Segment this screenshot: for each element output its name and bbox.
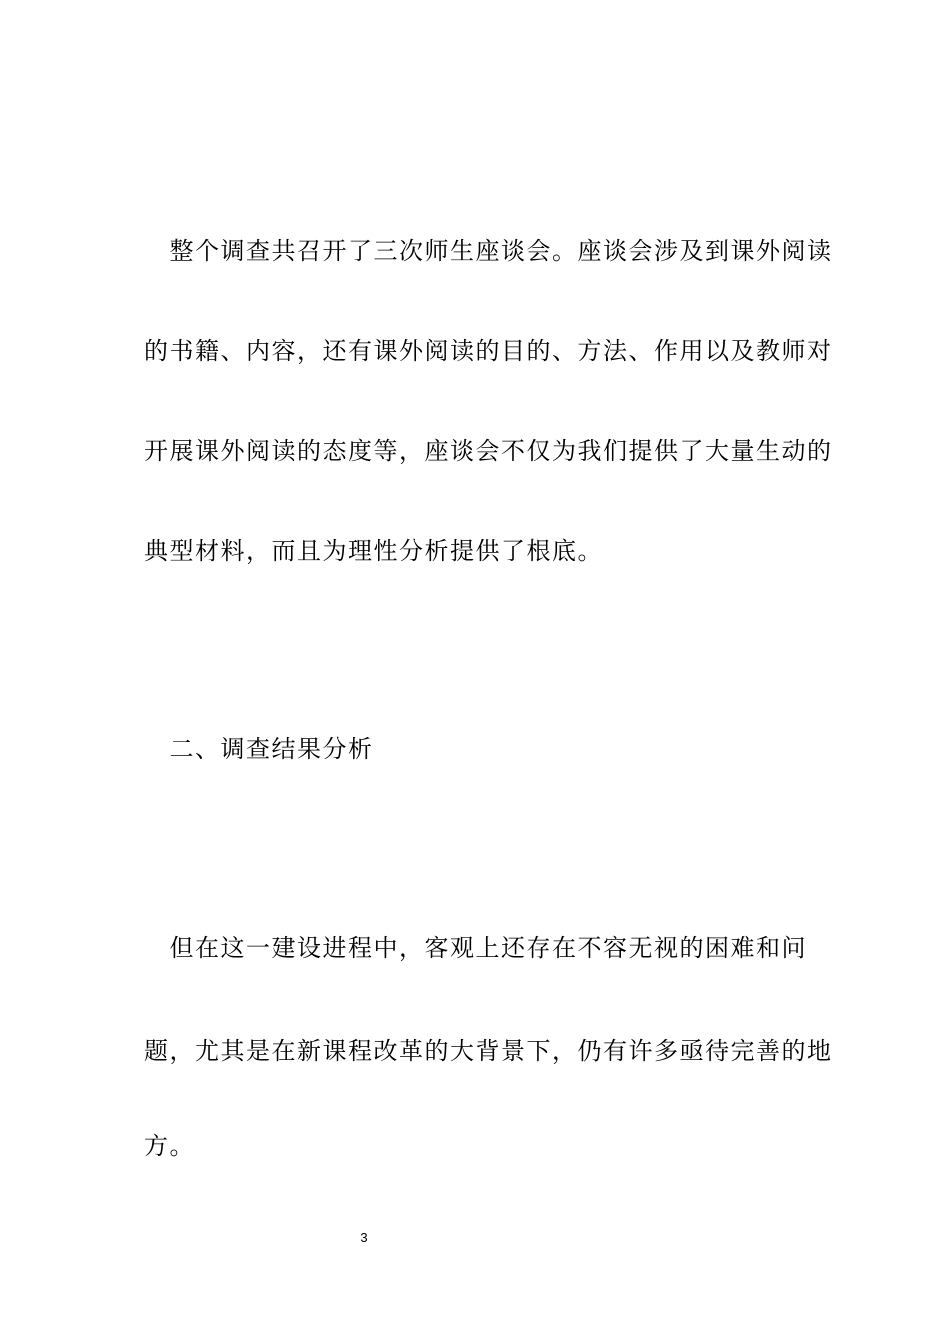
section-heading: 二、调查结果分析	[144, 735, 374, 763]
paragraph-2-line-2: 题，尤其是在新课程改革的大背景下，仍有许多亟待完善的地	[144, 1037, 833, 1065]
paragraph-1-line-4: 典型材料，而且为理性分析提供了根底。	[144, 537, 603, 565]
paragraph-1-line-1: 整个调查共召开了三次师生座谈会。座谈会涉及到课外阅读	[144, 237, 833, 265]
paragraph-2-line-3: 方。	[144, 1132, 195, 1160]
paragraph-1-line-2: 的书籍、内容，还有课外阅读的目的、方法、作用以及教师对	[144, 337, 833, 365]
paragraph-1-line-3: 开展课外阅读的态度等，座谈会不仅为我们提供了大量生动的	[144, 437, 833, 465]
page-number: 3	[360, 1230, 368, 1245]
paragraph-2-line-1: 但在这一建设进程中，客观上还存在不容无视的困难和问	[144, 934, 807, 962]
